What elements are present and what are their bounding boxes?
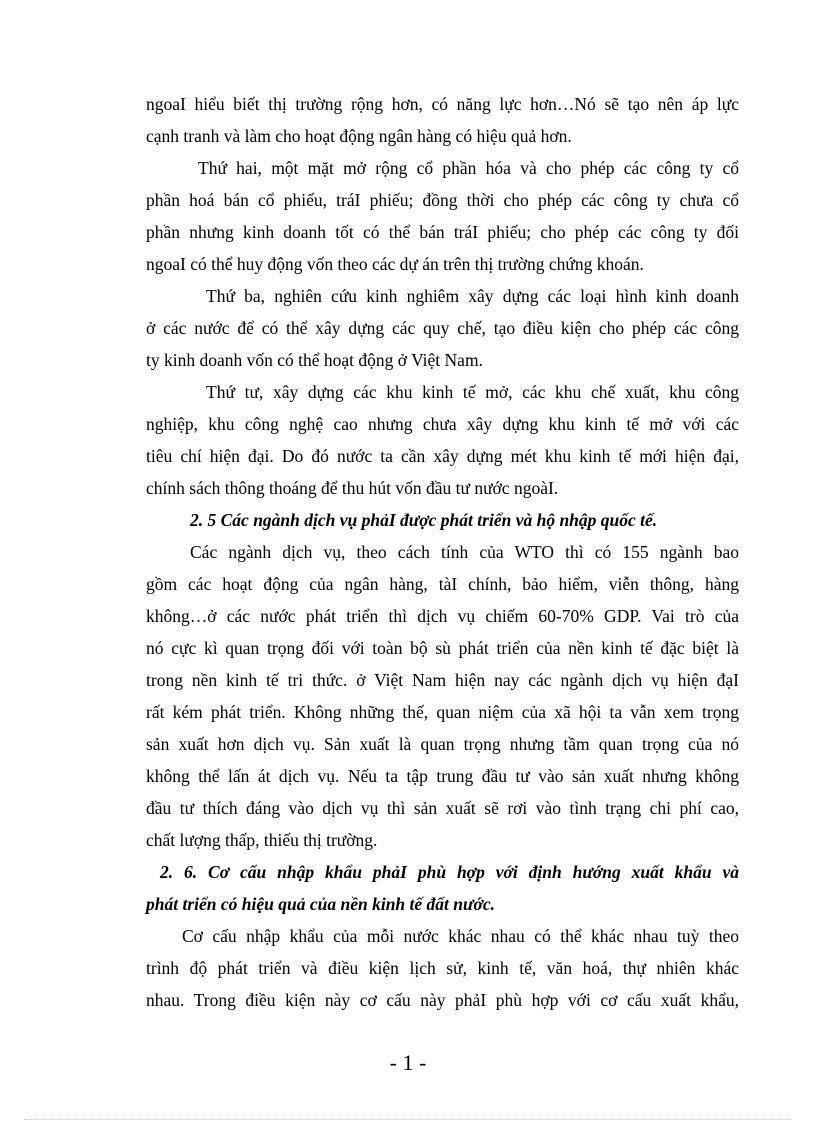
paragraph-line: trong nền kinh tế tri thức. ở Việt Nam hiện nay các ngành dịch vụ hiện đạI	[146, 670, 739, 690]
paragraph-line: ngoaI có thể huy động vốn theo các dự án trên thị trường chứng khoán.	[146, 254, 644, 274]
page-number: - 1 -	[389, 1050, 427, 1075]
paragraph-line: Cơ cấu nhập khẩu của mỗi nước khác nhau có thể khác nhau tuỳ theo	[182, 926, 739, 946]
paragraph-line: rất kém phát triển. Không những thế, quan niệm của xã hội ta vẫn xem trọng	[146, 702, 739, 722]
paragraph-line: Thứ tư, xây dựng các khu kinh tế mở, các khu chế xuất, khu công	[206, 382, 739, 402]
page-bottom-border	[24, 1119, 792, 1120]
paragraph-line: gồm các hoạt động của ngân hàng, tàI chính, bảo hiểm, viễn thông, hàng	[146, 574, 739, 594]
paragraph-line: cạnh tranh và làm cho hoạt động ngân hàng có hiệu quả hơn.	[146, 126, 572, 146]
paragraph-line: Thứ ba, nghiên cứu kinh nghiêm xây dựng các loại hình kinh doanh	[206, 286, 739, 306]
document-body	[146, 88, 739, 1016]
paragraph-line: ngoaI hiểu biết thị trường rộng hơn, có năng lực hơn…Nó sẽ tạo nên áp lực	[146, 94, 739, 114]
section-heading-line: 2. 6. Cơ cấu nhập khẩu phảI phù hợp với định hướng xuất khẩu và	[160, 862, 739, 882]
section-heading-line: phát triển có hiệu quả của nền kinh tế đất nước.	[146, 894, 496, 914]
paragraph-line: chính sách thông thoáng để thu hút vốn đầu tư nước ngoàI.	[146, 478, 559, 498]
paragraph-line: nhau. Trong điều kiện này cơ cấu này phảI phù hợp với cơ cấu xuất khẩu,	[146, 990, 739, 1010]
paragraph-line: nghiệp, khu công nghệ cao nhưng chưa xây dựng khu kinh tế mở với các	[146, 414, 739, 434]
paragraph-line: không thể lấn át dịch vụ. Nếu ta tập trung đầu tư vào sản xuất nhưng không	[146, 766, 739, 786]
paragraph-line: Các ngành dịch vụ, theo cách tính của WTO thì có 155 ngành bao	[190, 542, 739, 562]
paragraph-line: phần hoá bán cổ phiếu, tráI phiếu; đồng thời cho phép các công ty chưa cổ	[146, 190, 739, 210]
paragraph-line: trình độ phát triển và điều kiện lịch sử, kinh tế, văn hoá, thự nhiên khác	[146, 958, 739, 978]
paragraph-line: chất lượng thấp, thiếu thị trường.	[146, 830, 378, 850]
paragraph-line: sản xuất hơn dịch vụ. Sản xuất là quan trọng nhưng tầm quan trọng của nó	[146, 734, 739, 754]
paragraph-line: ở các nước để có thể xây dựng các quy chế, tạo điều kiện cho phép các công	[146, 318, 739, 338]
section-heading-line: 2. 5 Các ngành dịch vụ phảI được phát triển và hộ nhập quốc tế.	[190, 510, 658, 530]
paragraph-line: tiêu chí hiện đại. Do đó nước ta cần xây dựng mét khu kinh tế mới hiện đại,	[146, 446, 739, 466]
paragraph-line: phần nhưng kinh doanh tốt có thể bán tráI phiếu; cho phép các công ty đối	[146, 222, 739, 242]
paragraph-line: đầu tư thích đáng vào dịch vụ thì sản xuất sẽ rơi vào tình trạng chi phí cao,	[146, 798, 739, 818]
paragraph-line: không…ở các nước phát triển thì dịch vụ chiếm 60-70% GDP. Vai trò của	[146, 606, 739, 626]
paragraph-line: ty kinh doanh vốn có thể hoạt động ở Việt Nam.	[146, 350, 483, 370]
paragraph-line: nó cực kì quan trọng đối với toàn bộ sù phát triển của nền kinh tế đặc biệt là	[146, 638, 739, 658]
paragraph-line: Thứ hai, một mặt mở rộng cổ phần hóa và cho phép các công ty cổ	[198, 158, 739, 178]
